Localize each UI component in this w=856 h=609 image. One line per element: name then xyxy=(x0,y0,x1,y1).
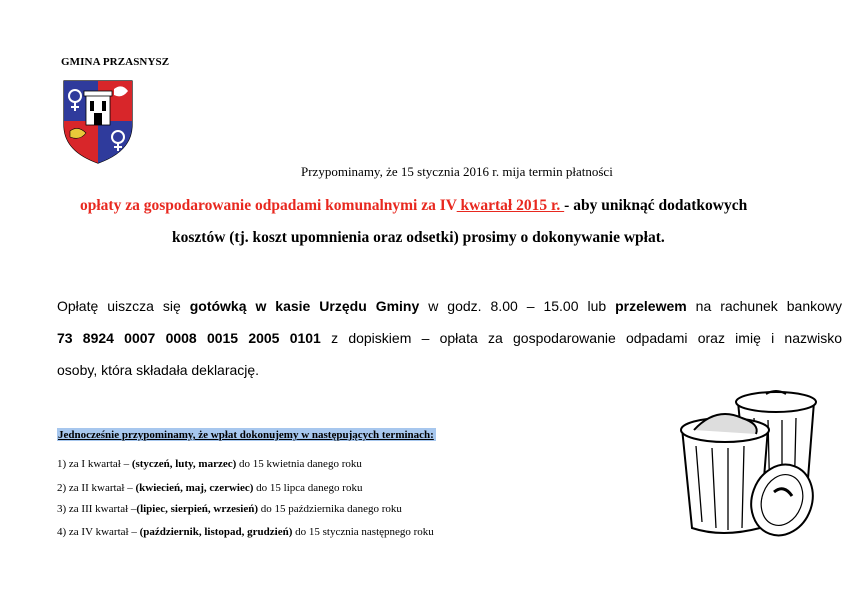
schedule-item xyxy=(57,526,434,538)
payment-line-2 xyxy=(57,322,842,354)
schedule-quarter: 1) za I kwartał – xyxy=(57,458,132,470)
payment-text: na rachunek bankowy xyxy=(686,298,843,314)
schedule-quarter: 4) za IV kwartał – xyxy=(57,526,140,538)
payment-instructions xyxy=(57,290,842,386)
notice-headline-red: opłaty za gospodarowanie odpadami komunalnymi za IV xyxy=(80,197,457,214)
schedule-months: (lipiec, sierpień, wrzesień) xyxy=(136,503,258,515)
payment-cash-desk: gotówką w kasie Urzędu Gminy xyxy=(189,298,420,314)
schedule-deadline: do 15 kwietnia danego roku xyxy=(236,458,362,470)
payment-transfer: przelewem xyxy=(615,298,687,314)
schedule-deadline: do 15 stycznia następnego roku xyxy=(292,526,434,538)
schedule-quarter: 3) za III kwartał – xyxy=(57,503,137,515)
schedule-months: (październik, listopad, grudzień) xyxy=(139,526,293,538)
coat-of-arms-icon xyxy=(62,79,134,165)
bank-account-number: 73 8924 0007 0008 0015 2005 0101 xyxy=(57,330,321,346)
payment-line-1 xyxy=(57,290,842,322)
schedule-item xyxy=(57,482,362,494)
schedule-deadline: do 15 października danego roku xyxy=(258,503,402,515)
trash-bins-icon xyxy=(664,388,826,538)
notice-headline-line2: kosztów (tj. koszt upomnienia oraz odsetki) prosimy o dokonywanie wpłat. xyxy=(172,229,665,246)
schedule-quarter: 2) za II kwartał – xyxy=(57,482,136,494)
schedule-deadline: do 15 lipca danego roku xyxy=(253,482,363,494)
schedule-heading: Jednocześnie przypominamy, że wpłat dokonujemy w następujących terminach: xyxy=(58,429,434,441)
payment-text: z dopiskiem – opłata za gospodarowanie odpadami oraz imię i nazwisko xyxy=(320,330,843,346)
payment-hours: w godz. 8.00 – 15.00 lub xyxy=(419,298,616,314)
payment-text: Opłatę uiszcza się xyxy=(57,298,190,314)
notice-quarter-underlined: kwartał 2015 r. xyxy=(456,197,565,214)
municipality-name: GMINA PRZASNYSZ xyxy=(61,56,170,68)
payment-line-3: osoby, która składała deklarację. xyxy=(57,362,260,378)
schedule-item xyxy=(57,503,402,515)
notice-headline-black: - aby uniknąć dodatkowych xyxy=(564,197,748,214)
payment-deadline-reminder: Przypominamy, że 15 stycznia 2016 r. mija termin płatności xyxy=(301,164,613,179)
schedule-months: (kwiecień, maj, czerwiec) xyxy=(135,482,254,494)
notice-headline-line1 xyxy=(80,197,747,215)
schedule-item xyxy=(57,458,362,470)
schedule-months: (styczeń, luty, marzec) xyxy=(131,458,237,470)
